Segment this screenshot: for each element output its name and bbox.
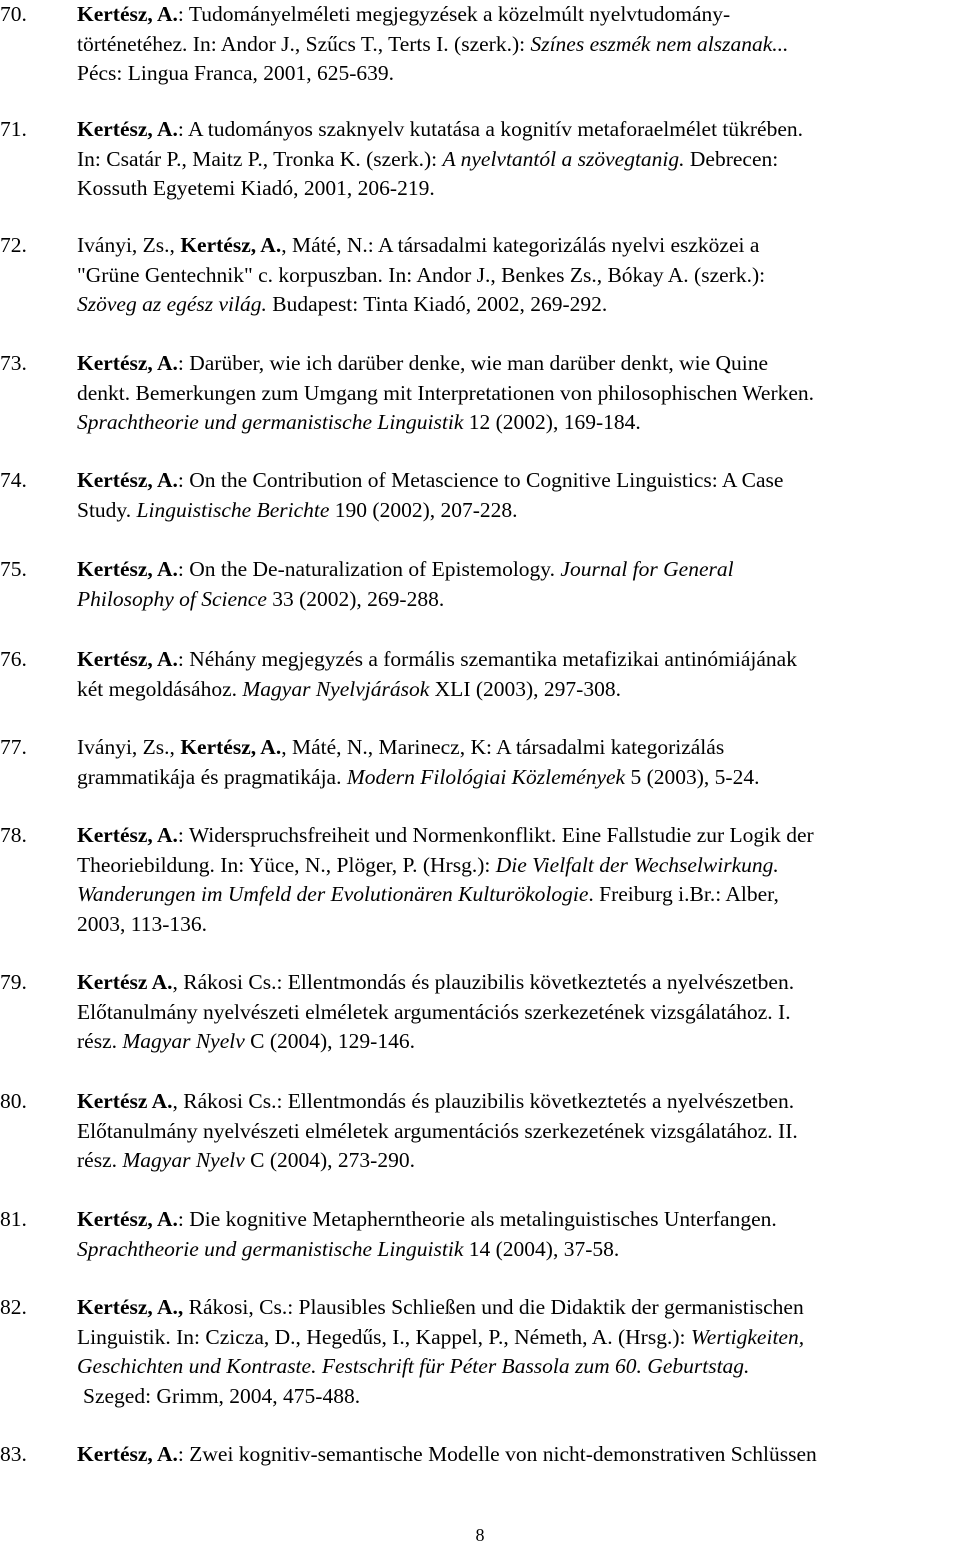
publication-title: Magyar Nyelv — [122, 1148, 245, 1172]
citation-text: rész. — [77, 1148, 123, 1172]
author-name: Kertész, A. — [180, 735, 282, 759]
entry-number: 83. — [0, 1442, 27, 1466]
entry-line — [77, 968, 957, 998]
entry-line — [77, 821, 957, 851]
citation-text: Kossuth Egyetemi Kiadó, 2001, 206-219. — [77, 176, 435, 200]
entry-line — [77, 59, 957, 89]
entry-number: 78. — [0, 823, 27, 847]
entry-line — [77, 1117, 957, 1147]
citation-text: : A tudományos szaknyelv kutatása a kognitív metaforaelmélet tükrében. — [177, 117, 804, 141]
citation-text: Pécs: Lingua Franca, 2001, 625-639. — [77, 61, 395, 85]
author-name: Kertész, A. — [77, 468, 178, 492]
entry-line — [77, 763, 957, 793]
entry-line — [77, 1323, 957, 1353]
entry-line — [77, 733, 957, 763]
entry-line — [77, 115, 957, 145]
citation-text: : Widerspruchsfreiheit und Normenkonflikt. Eine Fallstudie zur Logik der — [177, 823, 814, 847]
entry-text — [77, 231, 957, 320]
citation-text: 2003, 113-136. — [77, 911, 207, 936]
author-name: Kertész, A. — [77, 823, 178, 847]
citation-text: XLI (2003), 297-308. — [429, 676, 621, 701]
entry-line — [77, 290, 957, 320]
publication-title: Sprachtheorie und germanistische Linguistik — [77, 410, 464, 434]
publication-title: Szöveg az egész világ. — [77, 292, 267, 316]
entry-text — [77, 466, 957, 525]
citation-text: Előtanulmány nyelvészeti elméletek argumentációs szerkezetének vizsgálatához. I. — [77, 999, 791, 1024]
entry-text — [77, 968, 957, 1057]
publication-title: Magyar Nyelvjárások — [242, 676, 430, 701]
citation-text: 12 (2002), 169-184. — [463, 410, 641, 434]
citation-text: Iványi, Zs., — [77, 735, 181, 759]
citation-text: : Néhány megjegyzés a formális szemantika metafizikai antinómiájának — [177, 647, 797, 671]
publication-title: Színes eszmék nem alszanak... — [530, 31, 789, 56]
author-name: Kertész, A. — [180, 233, 282, 257]
entry-line — [77, 1382, 957, 1412]
entry-line — [77, 1235, 957, 1265]
citation-text: 14 (2004), 37-58. — [463, 1236, 620, 1261]
citation-text: , Rákosi Cs.: Ellentmondás és plauzibilis következtetés a nyelvészetben. — [172, 1089, 795, 1113]
citation-text: történetéhez. In: Andor J., Szűcs T., Terts I. (szerk.): — [77, 31, 531, 56]
entry-line — [77, 145, 957, 175]
citation-text: Szeged: Grimm, 2004, 475-488. — [83, 1383, 361, 1408]
entry-line — [77, 851, 957, 881]
citation-text: 190 (2002), 207-228. — [329, 497, 518, 522]
author-name: Kertész A. — [77, 970, 173, 994]
entry-number: 75. — [0, 557, 27, 581]
entry-line — [77, 1293, 957, 1323]
citation-text: Rákosi, Cs.: Plausibles Schließen und die Didaktik der germanistischen — [188, 1295, 804, 1319]
entry-line — [77, 349, 957, 379]
publication-title: Sprachtheorie und germanistische Linguistik — [77, 1236, 464, 1261]
entry-text — [77, 1087, 957, 1176]
entry-line — [77, 379, 957, 409]
citation-text: két megoldásához. — [77, 676, 243, 701]
entry-line — [77, 408, 957, 438]
entry-number: 76. — [0, 647, 27, 671]
entry-line — [77, 1352, 957, 1382]
citation-text: Study. — [77, 497, 137, 522]
citation-text: "Grüne Gentechnik" c. korpuszban. In: Andor J., Benkes Zs., Bókay A. (szerk.): — [77, 262, 766, 287]
publication-title: A nyelvtantól a szövegtanig. — [442, 146, 685, 171]
entry-line — [77, 1027, 957, 1057]
entry-line — [77, 1440, 957, 1470]
entry-number: 81. — [0, 1207, 27, 1231]
author-name: Kertész, A. — [77, 351, 178, 375]
citation-text: : On the Contribution of Metascience to Cognitive Linguistics: A Case — [177, 468, 784, 492]
entry-line — [77, 261, 957, 291]
entry-text — [77, 733, 957, 792]
entry-text — [77, 555, 957, 614]
citation-text: rész. — [77, 1029, 123, 1053]
citation-text: Debrecen: — [684, 146, 779, 171]
citation-text: : On the De-naturalization of Epistemology. — [177, 557, 561, 581]
citation-text: : Zwei kognitiv-semantische Modelle von nicht-demonstrativen Schlüssen — [177, 1442, 817, 1466]
entry-line — [77, 231, 957, 261]
citation-text: denkt. Bemerkungen zum Umgang mit Interpretationen von philosophischen Werken. — [77, 380, 815, 405]
citation-text: Theoriebildung. In: Yüce, N., Plöger, P. (Hrsg.): — [77, 852, 496, 877]
entry-line — [77, 496, 957, 526]
entry-text — [77, 645, 957, 704]
entry-line — [77, 174, 957, 204]
citation-text: : Tudományelméleti megjegyzések a közelmúlt nyelvtudomány- — [177, 2, 731, 26]
entry-number: 72. — [0, 233, 27, 257]
entry-line — [77, 585, 957, 615]
publication-title: Wanderungen im Umfeld der Evolutionären Kulturökologie — [77, 882, 589, 906]
author-name: Kertész, A., — [77, 1295, 189, 1319]
publication-title: Magyar Nyelv — [122, 1029, 245, 1053]
entry-line — [77, 910, 957, 940]
citation-text: Előtanulmány nyelvészeti elméletek argumentációs szerkezetének vizsgálatához. II. — [77, 1118, 798, 1143]
entry-text — [77, 1205, 957, 1264]
author-name: Kertész, A. — [77, 2, 178, 26]
publication-title: Modern Filológiai Közlemények — [346, 764, 626, 789]
author-name: Kertész, A. — [77, 647, 178, 671]
entry-number: 77. — [0, 735, 27, 759]
author-name: Kertész, A. — [77, 557, 178, 581]
entry-line — [77, 998, 957, 1028]
publication-title: Geschichten und Kontraste. Festschrift für Péter Bassola zum 60. Geburtstag. — [77, 1354, 750, 1378]
entry-line — [77, 30, 957, 60]
author-name: Kertész, A. — [77, 1207, 178, 1231]
publication-title: Wertigkeiten, — [690, 1324, 805, 1349]
entry-line — [77, 1087, 957, 1117]
page-number: 8 — [475, 1525, 485, 1545]
publication-title: Philosophy of Science — [77, 586, 267, 611]
citation-text: , Rákosi Cs.: Ellentmondás és plauzibilis következtetés a nyelvészetben. — [172, 970, 795, 994]
entry-line — [77, 645, 957, 675]
entry-number: 82. — [0, 1295, 27, 1319]
citation-text: : Die kognitive Metapherntheorie als metalinguistisches Unterfangen. — [177, 1207, 777, 1231]
entry-line — [77, 675, 957, 705]
entry-number: 70. — [0, 2, 27, 26]
entry-text — [77, 0, 957, 89]
citation-text: C (2004), 129-146. — [244, 1029, 415, 1053]
entry-text — [77, 115, 957, 204]
citation-text: grammatikája és pragmatikája. — [77, 764, 347, 789]
citation-text: In: Csatár P., Maitz P., Tronka K. (szerk.): — [77, 146, 443, 171]
citation-text: C (2004), 273-290. — [244, 1148, 415, 1172]
entry-line — [77, 1205, 957, 1235]
entry-text — [77, 1440, 957, 1470]
entry-line — [77, 0, 957, 30]
citation-text: : Darüber, wie ich darüber denke, wie man darüber denkt, wie Quine — [177, 351, 769, 375]
author-name: Kertész A. — [77, 1089, 173, 1113]
citation-text: , Máté, N.: A társadalmi kategorizálás nyelvi eszközei a — [281, 233, 760, 257]
entry-number: 71. — [0, 117, 27, 141]
entry-line — [77, 466, 957, 496]
citation-text: 33 (2002), 269-288. — [266, 586, 445, 611]
entry-line — [77, 1146, 957, 1176]
citation-text: , Máté, N., Marinecz, K: A társadalmi kategorizálás — [281, 735, 725, 759]
entry-text — [77, 1293, 957, 1411]
citation-text: 5 (2003), 5-24. — [625, 764, 760, 789]
entry-line — [77, 555, 957, 585]
publication-title: Journal for General — [560, 557, 734, 581]
entry-number: 80. — [0, 1089, 27, 1113]
entry-number: 79. — [0, 970, 27, 994]
entry-text — [77, 821, 957, 939]
author-name: Kertész, A. — [77, 117, 178, 141]
publication-title: Die Vielfalt der Wechselwirkung. — [495, 852, 779, 877]
entry-text — [77, 349, 957, 438]
entry-line — [77, 880, 957, 910]
citation-text: . Freiburg i.Br.: Alber, — [588, 882, 779, 906]
author-name: Kertész, A. — [77, 1442, 178, 1466]
citation-text: Linguistik. In: Czicza, D., Hegedűs, I., Kappel, P., Németh, A. (Hrsg.): — [77, 1324, 691, 1349]
entry-number: 73. — [0, 351, 27, 375]
publication-title: Linguistische Berichte — [136, 497, 330, 522]
citation-text: Iványi, Zs., — [77, 233, 181, 257]
entry-number: 74. — [0, 468, 27, 492]
citation-text: Budapest: Tinta Kiadó, 2002, 269-292. — [266, 292, 608, 316]
